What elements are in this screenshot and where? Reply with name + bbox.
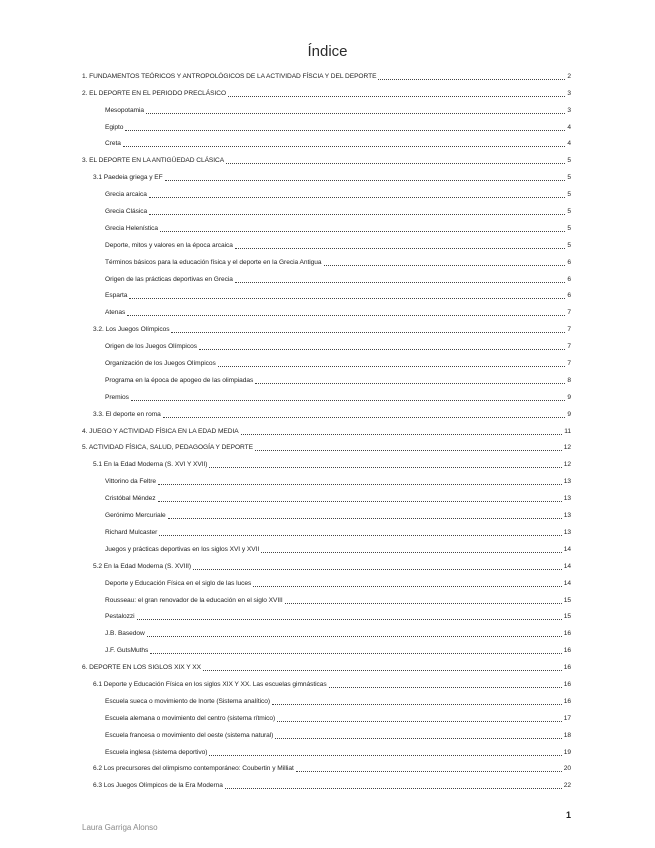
toc-entry[interactable] (82, 64, 571, 81)
toc-entry-label: 2. EL DEPORTE EN EL PERIODO PRECLÁSICO (82, 89, 227, 97)
toc-entry[interactable] (82, 284, 571, 301)
toc-entry-label: Origen de las prácticas deportivas en Grecia (105, 275, 233, 283)
toc-entry[interactable] (82, 216, 571, 233)
toc-entry-page: 7 (567, 343, 571, 351)
toc-dot-leader (226, 163, 565, 164)
toc-entry[interactable] (82, 605, 571, 622)
toc-entry[interactable] (82, 115, 571, 132)
toc-entry-page: 5 (567, 157, 571, 165)
toc-entry-label: Rousseau: el gran renovador de la educación en el siglo XVIII (105, 596, 283, 604)
toc-entry-label: Deporte, mitos y valores en la época arcaica (105, 241, 233, 249)
toc-entry-label: Organización de los Juegos Olímpicos (105, 360, 216, 368)
toc-entry-label: Grecia Clásica (105, 208, 148, 216)
toc-entry[interactable] (82, 638, 571, 655)
toc-entry[interactable] (82, 520, 571, 537)
toc-entry[interactable] (82, 655, 571, 672)
toc-entry-page: 18 (563, 731, 571, 739)
toc-entry[interactable] (82, 368, 571, 385)
toc-dot-leader (137, 619, 562, 620)
toc-entry-page: 20 (563, 765, 571, 773)
toc-entry[interactable] (82, 267, 571, 284)
toc-entry-label: Grecia Helenística (105, 224, 158, 232)
toc-entry[interactable] (82, 385, 571, 402)
toc-entry-page: 6 (567, 292, 571, 300)
toc-entry-page: 9 (567, 410, 571, 418)
toc-entry-page: 16 (563, 664, 571, 672)
toc-entry[interactable] (82, 233, 571, 250)
toc-entry-label: Richard Mulcaster (105, 528, 158, 536)
toc-dot-leader (241, 434, 563, 435)
toc-dot-leader (171, 332, 565, 333)
toc-entry-page: 5 (567, 174, 571, 182)
toc-entry-page: 5 (567, 224, 571, 232)
toc-entry-page: 17 (563, 714, 571, 722)
toc-dot-leader (225, 788, 562, 789)
toc-entry-label: 6.2 Los precursores del olimpismo contemporáneo: Coubertin y Milliat (93, 765, 294, 773)
page-number: 1 (566, 810, 572, 820)
toc-dot-leader (272, 704, 562, 705)
toc-entry-label: Escuela alemana o movimiento del centro (sistema rítmico) (105, 714, 276, 722)
toc-entry[interactable] (82, 199, 571, 216)
toc-dot-leader (160, 231, 565, 232)
toc-entry-label: Mesopotamia (105, 106, 145, 114)
toc-entry[interactable] (82, 436, 571, 453)
toc-entry-page: 22 (563, 782, 571, 790)
toc-entry[interactable] (82, 537, 571, 554)
toc-entry-page: 6 (567, 258, 571, 266)
toc-entry-page: 14 (563, 545, 571, 553)
table-of-contents (82, 64, 571, 790)
toc-dot-leader (235, 248, 565, 249)
toc-entry-page: 16 (563, 697, 571, 705)
toc-entry[interactable] (82, 81, 571, 98)
footer-author: Laura Garriga Alonso (82, 823, 158, 832)
toc-entry-page: 8 (567, 376, 571, 384)
toc-dot-leader (193, 569, 562, 570)
toc-entry-label: Atenas (105, 309, 126, 317)
toc-entry-label: Esparta (105, 292, 128, 300)
toc-dot-leader (125, 130, 565, 131)
toc-entry-label: J.F. GutsMuths (105, 647, 149, 655)
toc-entry[interactable] (82, 757, 571, 774)
toc-entry[interactable] (82, 317, 571, 334)
toc-entry[interactable] (82, 148, 571, 165)
toc-dot-leader (203, 670, 562, 671)
toc-entry-page: 13 (563, 495, 571, 503)
toc-entry[interactable] (82, 351, 571, 368)
toc-dot-leader (129, 298, 565, 299)
toc-entry-page: 11 (564, 427, 571, 435)
toc-dot-leader (159, 535, 561, 536)
toc-entry-label: Escuela sueca o movimiento de lnorte (Sistema analítico) (105, 697, 271, 705)
toc-dot-leader (378, 79, 565, 80)
toc-entry-label: Cristóbal Méndez (105, 495, 156, 503)
toc-entry-page: 7 (567, 360, 571, 368)
toc-entry-page: 3 (567, 89, 571, 97)
toc-entry-label: 6. DEPORTE EN LOS SIGLOS XIX Y XX (82, 664, 201, 672)
toc-entry-label: 5. ACTIVIDAD FÍSICA, SALUD, PEDAGOGÍA Y DEPORTE (82, 444, 253, 452)
toc-dot-leader (168, 518, 562, 519)
toc-dot-leader (209, 467, 561, 468)
toc-entry-page: 12 (563, 461, 571, 469)
toc-dot-leader (255, 383, 565, 384)
toc-entry-page: 12 (563, 444, 571, 452)
toc-entry-page: 13 (563, 512, 571, 520)
toc-entry-label: Vittorino da Feltre (105, 478, 156, 486)
toc-entry[interactable] (82, 621, 571, 638)
toc-dot-leader (127, 315, 565, 316)
toc-dot-leader (199, 349, 565, 350)
toc-entry[interactable] (82, 165, 571, 182)
toc-entry[interactable] (82, 689, 571, 706)
toc-dot-leader (209, 755, 561, 756)
toc-entry-page: 9 (567, 393, 571, 401)
toc-entry-label: 1. FUNDAMENTOS TEÓRICOS Y ANTROPOLÓGICOS DE LA ACTIVIDAD FÍSCIA Y DEL DEPORTE (82, 72, 377, 80)
toc-entry-page: 19 (563, 748, 571, 756)
toc-entry[interactable] (82, 503, 571, 520)
toc-entry-label: Programa en la época de apogeo de las olimpiadas (105, 376, 254, 384)
toc-dot-leader (123, 146, 566, 147)
toc-entry[interactable] (82, 773, 571, 790)
toc-dot-leader (285, 603, 562, 604)
toc-entry-page: 14 (563, 562, 571, 570)
toc-dot-leader (277, 721, 562, 722)
toc-entry-label: Creta (105, 140, 121, 148)
toc-entry[interactable] (82, 554, 571, 571)
toc-entry-label: 4. JUEGO Y ACTIVIDAD FÍSICA EN LA EDAD MEDIA (82, 427, 239, 435)
toc-dot-leader (158, 484, 562, 485)
toc-entry-label: Deporte y Educación Física en el siglo de las luces (105, 579, 252, 587)
toc-dot-leader (275, 738, 561, 739)
toc-entry[interactable] (82, 132, 571, 149)
toc-entry-page: 3 (567, 106, 571, 114)
toc-dot-leader (296, 771, 562, 772)
toc-entry-page: 13 (563, 478, 571, 486)
toc-entry-page: 16 (563, 680, 571, 688)
toc-entry[interactable] (82, 182, 571, 199)
toc-entry-page: 13 (563, 528, 571, 536)
toc-entry[interactable] (82, 588, 571, 605)
toc-entry[interactable] (82, 250, 571, 267)
toc-entry-label: 5.1 En la Edad Moderna (S. XVI Y XVII) (93, 461, 208, 469)
toc-entry[interactable] (82, 723, 571, 740)
toc-entry[interactable] (82, 672, 571, 689)
toc-entry-label: 3.1 Paedeia griega y EF (93, 174, 163, 182)
toc-dot-leader (165, 180, 566, 181)
page-title: Índice (307, 43, 348, 60)
toc-entry[interactable] (82, 419, 571, 436)
toc-dot-leader (150, 653, 561, 654)
toc-dot-leader (235, 282, 565, 283)
toc-entry-label: 5.2 En la Edad Moderna (S. XVIII) (93, 562, 192, 570)
toc-entry-page: 15 (563, 613, 571, 621)
toc-entry-label: 6.3 Los Juegos Olímpicos de la Era Moderna (93, 782, 223, 790)
toc-entry[interactable] (82, 469, 571, 486)
toc-entry-page: 4 (567, 123, 571, 131)
toc-dot-leader (131, 400, 566, 401)
toc-entry-label: Gerónimo Mercuriale (105, 512, 166, 520)
toc-entry-page: 5 (567, 208, 571, 216)
toc-dot-leader (158, 501, 562, 502)
toc-dot-leader (253, 586, 562, 587)
toc-entry-label: Escuela inglesa (sistema deportivo) (105, 748, 208, 756)
toc-entry-label: Pestalozzi (105, 613, 135, 621)
toc-entry-page: 15 (563, 596, 571, 604)
toc-entry-label: Escuela francesa o movimiento del oeste (sistema natural) (105, 731, 274, 739)
toc-entry-label: 3.3. El deporte en roma (93, 410, 161, 418)
toc-entry-label: Términos básicos para la educación física y el deporte en la Grecia Antigua (105, 258, 322, 266)
toc-entry-page: 7 (567, 326, 571, 334)
toc-entry[interactable] (82, 571, 571, 588)
toc-dot-leader (149, 197, 566, 198)
toc-entry-page: 16 (563, 630, 571, 638)
toc-dot-leader (218, 366, 566, 367)
toc-dot-leader (228, 96, 565, 97)
toc-entry[interactable] (82, 452, 571, 469)
toc-entry-label: 6.1 Deporte y Educación Física en los siglos XIX Y XX. Las escuelas gimnásticas (93, 680, 327, 688)
toc-dot-leader (261, 552, 562, 553)
toc-entry-page: 16 (563, 647, 571, 655)
toc-entry-page: 6 (567, 275, 571, 283)
toc-entry-label: 3. EL DEPORTE EN LA ANTIGÜEDAD CLÁSICA (82, 157, 225, 165)
toc-entry-label: Grecia arcaica (105, 191, 147, 199)
toc-dot-leader (255, 450, 562, 451)
toc-dot-leader (147, 636, 562, 637)
toc-entry-label: Egipto (105, 123, 124, 131)
toc-entry-label: 3.2. Los Juegos Olímpicos (93, 326, 170, 334)
toc-dot-leader (324, 265, 566, 266)
toc-entry-page: 5 (567, 191, 571, 199)
toc-dot-leader (329, 687, 562, 688)
toc-entry-page: 4 (567, 140, 571, 148)
toc-entry[interactable] (82, 486, 571, 503)
toc-entry[interactable] (82, 402, 571, 419)
toc-entry-page: 5 (567, 241, 571, 249)
toc-dot-leader (149, 214, 565, 215)
toc-dot-leader (163, 417, 566, 418)
toc-entry[interactable] (82, 98, 571, 115)
toc-entry[interactable] (82, 706, 571, 723)
toc-entry-label: Premios (105, 393, 129, 401)
toc-entry-label: Juegos y prácticas deportivas en los siglos XVI y XVII (105, 545, 260, 553)
toc-entry-page: 2 (567, 72, 571, 80)
toc-entry[interactable] (82, 740, 571, 757)
toc-entry-page: 7 (567, 309, 571, 317)
toc-entry-label: Origen de los Juegos Olímpicos (105, 343, 197, 351)
toc-entry-label: J.B. Basedow (105, 630, 145, 638)
toc-entry[interactable] (82, 334, 571, 351)
toc-entry-page: 14 (563, 579, 571, 587)
toc-dot-leader (146, 113, 565, 114)
toc-entry[interactable] (82, 300, 571, 317)
